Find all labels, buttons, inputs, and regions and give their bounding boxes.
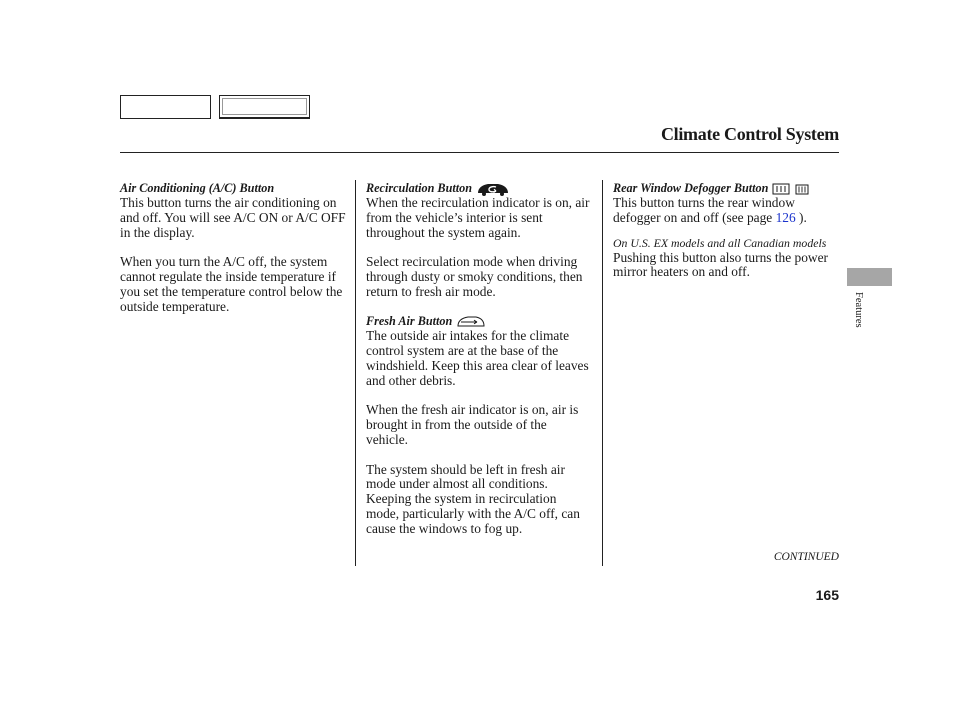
paragraph: The system should be left in fresh air mode under almost all conditions. Keeping the system in recirculation mode, particularly with the A/C off, can cause the windows to fog up. bbox=[366, 461, 580, 536]
rear-defogger-button-heading: Rear Window Defogger Button bbox=[613, 181, 835, 196]
model-note: On U.S. EX models and all Canadian models bbox=[613, 235, 827, 250]
column-recirculation bbox=[366, 180, 592, 551]
paragraph: The outside air intakes for the climate control system are at the base of the windshield. Keep this area clear of leaves and other debris. bbox=[366, 328, 589, 388]
page-link[interactable]: 126 bbox=[775, 209, 796, 225]
column-divider bbox=[602, 180, 603, 566]
section-tab[interactable] bbox=[847, 268, 892, 286]
recirculation-button-heading: Recirculation Button bbox=[366, 181, 592, 196]
paragraph: This button turns the air conditioning on and off. You will see A/C ON or A/C OFF in the display. bbox=[120, 195, 346, 240]
rear-defogger-icon bbox=[772, 182, 790, 196]
paragraph: When you turn the A/C off, the system cannot regulate the inside temperature if you set the temperature control below the outside temperature. bbox=[120, 254, 343, 314]
page-title: Climate Control System bbox=[660, 124, 839, 144]
paragraph: When the fresh air indicator is on, air is brought in from the outside of the vehicle. bbox=[366, 402, 579, 447]
nav-button-next[interactable] bbox=[219, 95, 310, 119]
nav-button-previous[interactable] bbox=[120, 95, 211, 119]
paragraph: Select recirculation mode when driving through dusty or smoky conditions, then return to fresh air mode. bbox=[366, 254, 583, 299]
recirculation-icon bbox=[476, 182, 510, 196]
fresh-air-icon bbox=[456, 315, 486, 329]
ac-button-heading: Air Conditioning (A/C) Button bbox=[120, 181, 275, 196]
fresh-air-button-heading: Fresh Air Button bbox=[366, 314, 592, 329]
paragraph: When the recirculation indicator is on, air from the vehicle’s interior is sent throughout the system again. bbox=[366, 195, 590, 240]
column-ac bbox=[120, 180, 346, 329]
column-divider bbox=[355, 180, 356, 566]
paragraph: This button turns the rear window defogger on and off (see page 126 ). bbox=[613, 195, 807, 225]
title-divider bbox=[120, 152, 839, 153]
section-tab-label: Features bbox=[853, 292, 864, 328]
mirror-heater-icon bbox=[794, 182, 810, 196]
continued-label: CONTINUED bbox=[773, 551, 839, 563]
paragraph: Pushing this button also turns the power mirror heaters on and off. bbox=[613, 249, 828, 280]
page-number: 165 bbox=[815, 587, 839, 603]
column-defogger bbox=[613, 180, 835, 295]
